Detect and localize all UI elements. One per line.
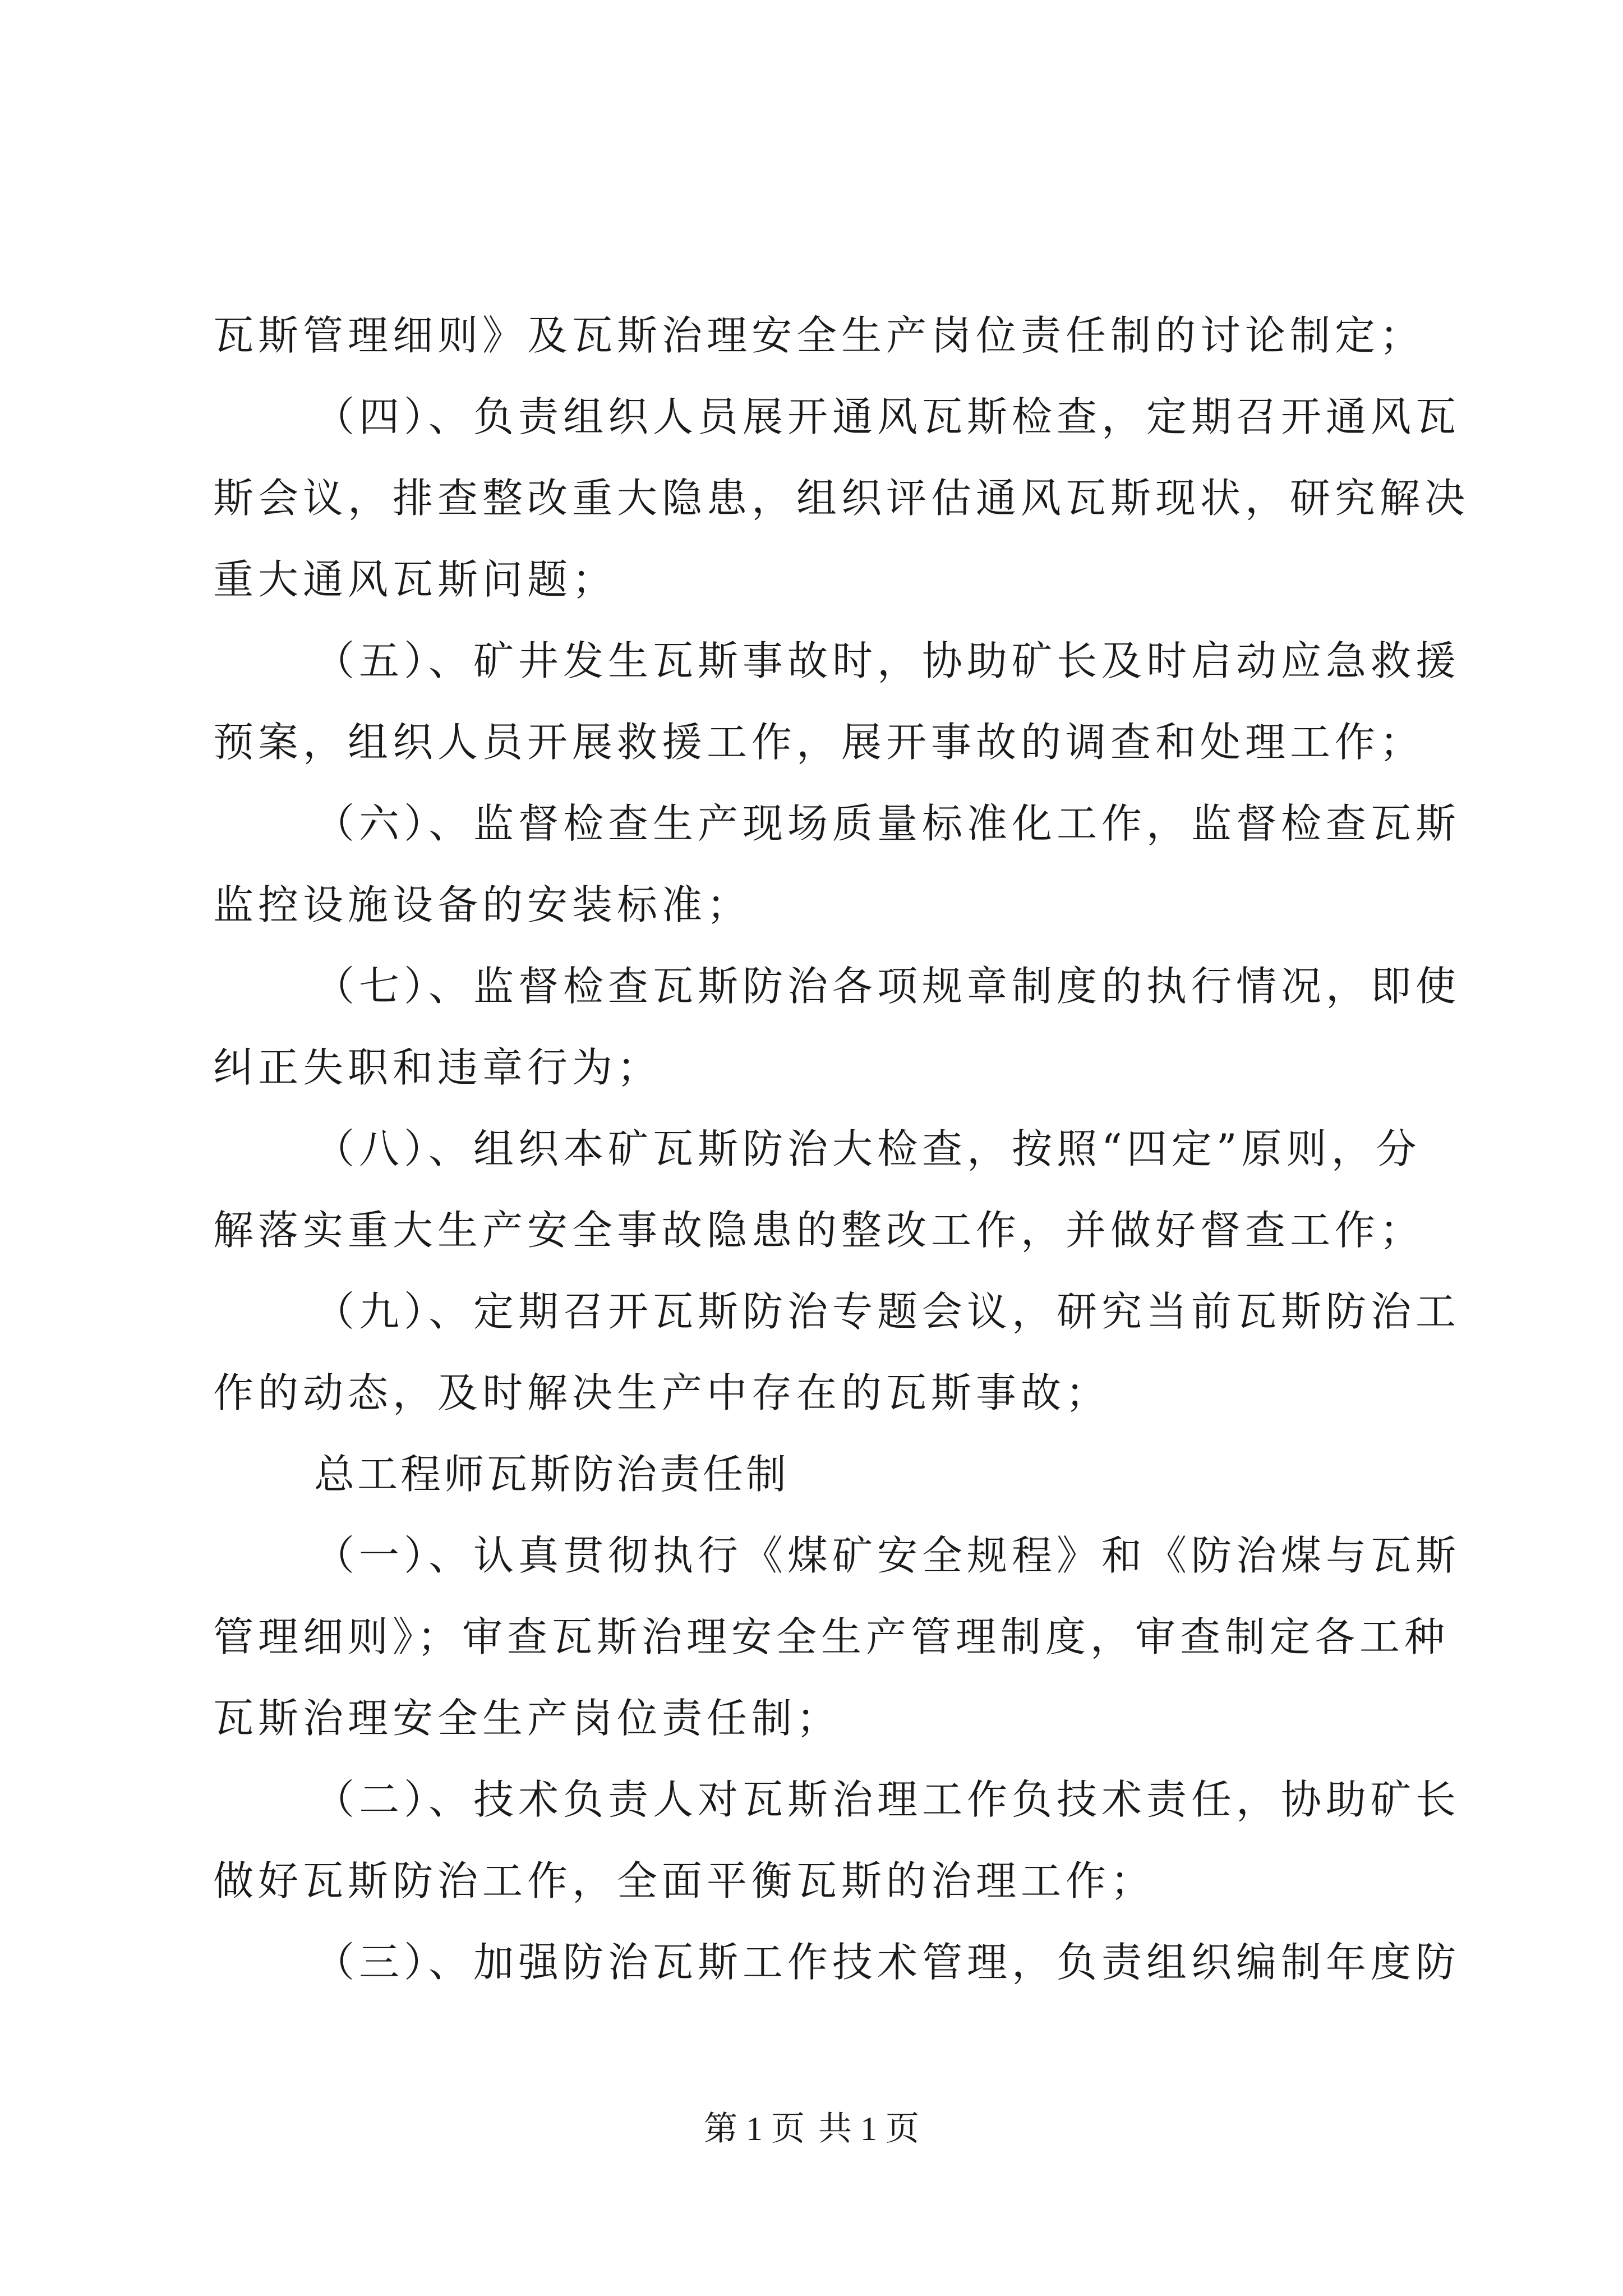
text-line: （二）、技术负责人对瓦斯治理工作负技术责任，协助矿长 [314, 1776, 1461, 1823]
text-line: 监控设施设备的安装标准； [213, 881, 752, 928]
text-line: 斯会议，排查整改重大隐患，组织评估通风瓦斯现状，研究解决 [213, 475, 1470, 522]
text-line: （一）、认真贯彻执行《煤矿安全规程》和《防治煤与瓦斯 [314, 1532, 1461, 1579]
page-number: 第 1 页 [704, 2110, 805, 2147]
document-body [213, 295, 1470, 2003]
text-line: （七）、监督检查瓦斯防治各项规章制度的执行情况，即使 [314, 963, 1461, 1010]
text-line: （三）、加强防治瓦斯工作技术管理，负责组织编制年度防 [314, 1939, 1461, 1986]
page-total: 共 1 页 [818, 2110, 919, 2147]
text-line: （六）、监督检查生产现场质量标准化工作，监督检查瓦斯 [314, 800, 1461, 847]
section-heading: 总工程师瓦斯防治责任制 [314, 1451, 790, 1498]
text-line: 纠正失职和违章行为； [213, 1044, 662, 1091]
text-line: 管理细则》；审查瓦斯治理安全生产管理制度，审查制定各工种 [213, 1613, 1450, 1660]
text-line: （四）、负责组织人员展开通风瓦斯检查，定期召开通风瓦 [314, 393, 1461, 440]
text-line: 重大通风瓦斯问题； [213, 556, 617, 603]
text-line: 预案，组织人员开展救援工作，展开事故的调查和处理工作； [213, 719, 1425, 766]
text-line: （五）、矿井发生瓦斯事故时，协助矿长及时启动应急救援 [314, 637, 1461, 684]
text-line: 瓦斯治理安全生产岗位责任制； [213, 1695, 842, 1742]
text-line: （八）、组织本矿瓦斯防治大检查，按照“四定”原则，分 [314, 1125, 1421, 1172]
page-footer [0, 2109, 1623, 2148]
text-line: （九）、定期召开瓦斯防治专题会议，研究当前瓦斯防治工 [314, 1288, 1461, 1335]
text-line: 解落实重大生产安全事故隐患的整改工作，并做好督查工作； [213, 1207, 1425, 1254]
text-line: 作的动态，及时解决生产中存在的瓦斯事故； [213, 1369, 1111, 1416]
text-line: 做好瓦斯防治工作，全面平衡瓦斯的治理工作； [213, 1857, 1156, 1904]
text-line: 瓦斯管理细则》及瓦斯治理安全生产岗位责任制的讨论制定； [213, 312, 1425, 359]
